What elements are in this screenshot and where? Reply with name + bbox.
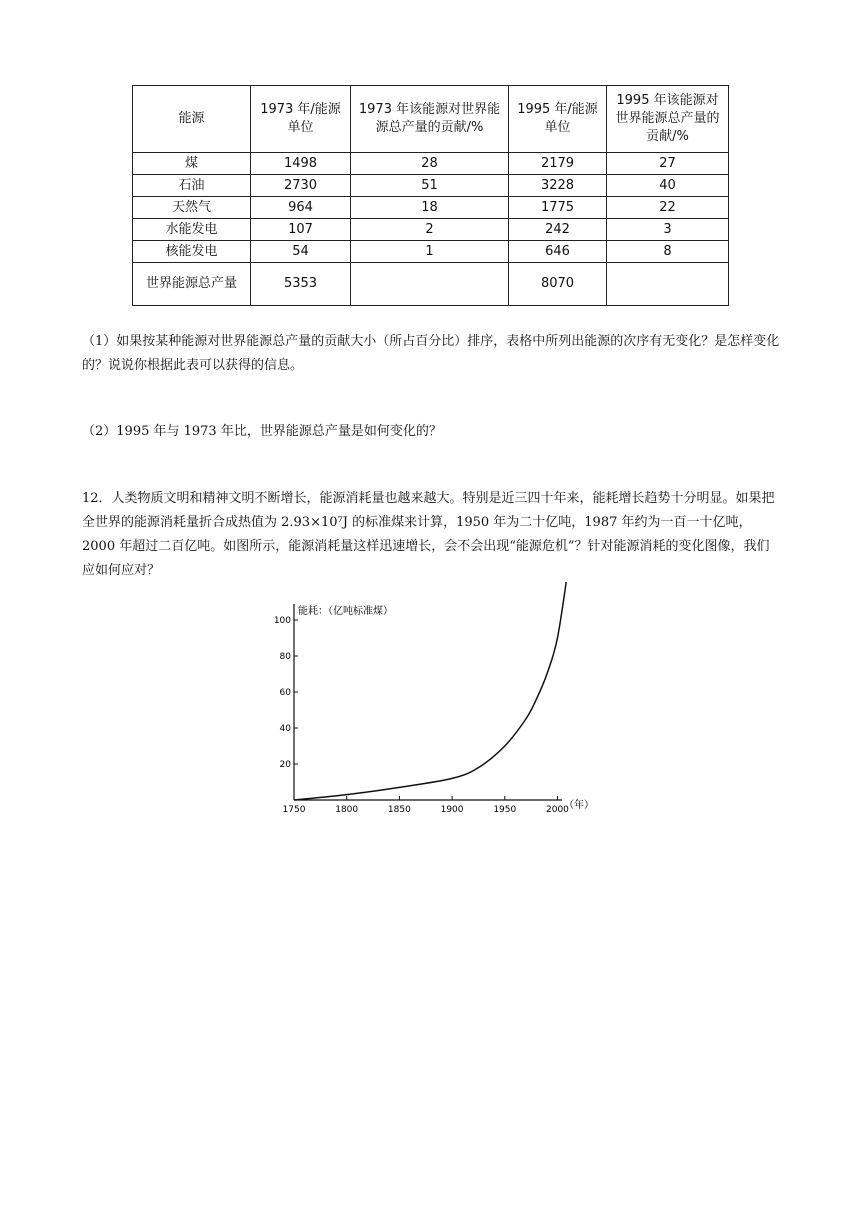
energy-table <box>132 85 729 306</box>
table-cell: 3228 <box>509 175 607 197</box>
table-cell: 8 <box>607 241 729 263</box>
y-tick-label: 100 <box>273 616 291 626</box>
header-1995-units: 1995 年/能源单位 <box>509 86 607 153</box>
chart-axes <box>294 604 562 800</box>
table-cell: 964 <box>251 197 351 219</box>
table-row <box>133 175 729 197</box>
y-tick-label: 20 <box>279 760 291 770</box>
energy-consumption-chart <box>262 582 602 822</box>
table-cell: 27 <box>607 153 729 175</box>
table-row-total <box>133 263 729 306</box>
question-2: （2）1995 年与 1973 年比，世界能源总产量是如何变化的？ <box>82 424 442 439</box>
table-cell <box>351 263 509 306</box>
table-cell: 18 <box>351 197 509 219</box>
table-cell: 22 <box>607 197 729 219</box>
table-cell: 世界能源总产量 <box>133 263 251 306</box>
x-tick-label: 2000 <box>546 805 569 815</box>
x-tick-label: 1850 <box>387 805 411 815</box>
header-energy: 能源 <box>133 86 251 153</box>
table-cell <box>607 263 729 306</box>
x-tick-label: 1750 <box>282 805 306 815</box>
table-cell: 40 <box>607 175 729 197</box>
table-row <box>133 219 729 241</box>
x-tick-label: 1800 <box>335 805 359 815</box>
table-row <box>133 241 729 263</box>
table-cell: 242 <box>509 219 607 241</box>
question-1: （1）如果按某种能源对世界能源总产量的贡献大小（所占百分比）排序，表格中所列出能源的次序有无变化？是怎样变化的？说说你根据此表可以获得的信息。 <box>82 334 780 373</box>
x-axis-label: （年） <box>564 800 594 811</box>
y-axis-label: 能耗：（亿吨标准煤） <box>298 606 393 617</box>
y-tick-label: 80 <box>279 652 291 662</box>
table-cell: 1775 <box>509 197 607 219</box>
table-cell: 石油 <box>133 175 251 197</box>
y-tick-label: 40 <box>279 724 291 734</box>
table-cell: 天然气 <box>133 197 251 219</box>
x-tick-label: 1900 <box>440 805 464 815</box>
y-tick-label: 60 <box>279 688 291 698</box>
table-cell: 水能发电 <box>133 219 251 241</box>
table-cell: 54 <box>251 241 351 263</box>
table-cell: 1498 <box>251 153 351 175</box>
chart-ticks <box>274 616 569 815</box>
table-cell: 2 <box>351 219 509 241</box>
table-cell: 8070 <box>509 263 607 306</box>
question-12: 12．人类物质文明和精神文明不断增长，能源消耗量也越来越大。特别是近三四十年来，能耗增长趋势十分明显。如果把全世界的能源消耗量折合成热值为 2.93×10⁷J 的标准煤来计算，1950 年为二十亿吨，1987 年约为一百一十亿吨，2000 年超过二百亿吨。如图所示，能源消耗量这样迅速增长，会不会出现“能源危机”？针对能源消耗的变化图像，我们应如何应对？ <box>82 491 775 578</box>
table-row <box>133 197 729 219</box>
table-cell: 5353 <box>251 263 351 306</box>
header-1995-share: 1995 年该能源对世界能源总产量的贡献/% <box>607 86 729 153</box>
table-cell: 2179 <box>509 153 607 175</box>
table-cell: 2730 <box>251 175 351 197</box>
table-cell: 1 <box>351 241 509 263</box>
x-tick-label: 1950 <box>493 805 517 815</box>
table-cell: 51 <box>351 175 509 197</box>
table-cell: 28 <box>351 153 509 175</box>
table-cell: 646 <box>509 241 607 263</box>
table-cell: 煤 <box>133 153 251 175</box>
table-header-row <box>133 86 729 153</box>
table-cell: 核能发电 <box>133 241 251 263</box>
table-cell: 3 <box>607 219 729 241</box>
table-cell: 107 <box>251 219 351 241</box>
table-row <box>133 153 729 175</box>
header-1973-share: 1973 年该能源对世界能源总产量的贡献/% <box>351 86 509 153</box>
header-1973-units: 1973 年/能源单位 <box>251 86 351 153</box>
